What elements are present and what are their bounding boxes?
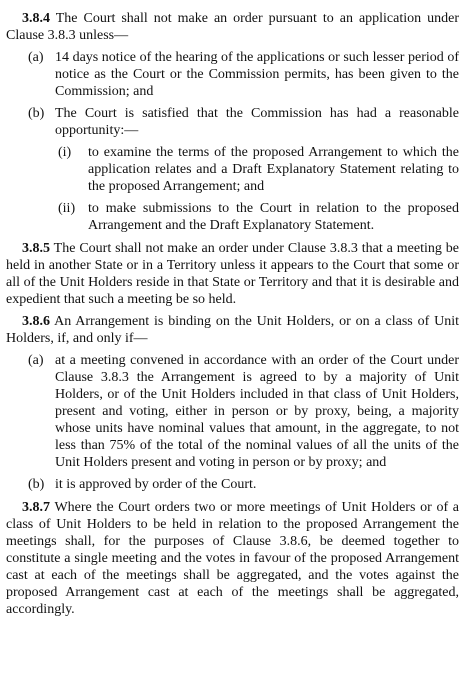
item-label: (b) bbox=[28, 106, 45, 121]
clause-text: An Arrangement is binding on the Unit Holders, or on a class of Unit Holders, if, and only if— bbox=[6, 314, 459, 346]
subitem-text: to make submissions to the Court in relation to the proposed Arrangement and the Draft Explanatory Statement. bbox=[88, 201, 459, 233]
clause-number: 3.8.4 bbox=[22, 11, 50, 26]
item-text: at a meeting convened in accordance with an order of the Court under Clause 3.8.3 the Arrangement is agreed to by a majority of Unit Holders, or of the Unit Holders included in that class of Unit Holders, present and voting, either in person or by proxy, being, a majority whose units have nominal values that amount, in the aggregate, to not less than 75% of the total of the nominal values of all the units of the Unit Holders present and voting in person or by proxy; and bbox=[55, 353, 459, 470]
sublist-item-ii bbox=[58, 200, 459, 234]
list-item-a bbox=[28, 49, 459, 100]
clause-3-8-4-sublist bbox=[6, 144, 459, 234]
list-item-a bbox=[28, 352, 459, 471]
clause-3-8-4-list bbox=[6, 49, 459, 234]
clause-number: 3.8.7 bbox=[22, 500, 50, 515]
clause-3-8-7 bbox=[6, 499, 459, 618]
clause-number: 3.8.5 bbox=[22, 241, 50, 256]
clause-text: The Court shall not make an order pursuant to an application under Clause 3.8.3 unless— bbox=[6, 11, 459, 43]
sublist-item-i bbox=[58, 144, 459, 195]
list-item-b bbox=[28, 476, 459, 493]
subitem-label: (ii) bbox=[58, 201, 76, 216]
clause-number: 3.8.6 bbox=[22, 314, 50, 329]
item-label: (a) bbox=[28, 50, 44, 65]
clause-3-8-5 bbox=[6, 240, 459, 308]
clause-3-8-6-list bbox=[6, 352, 459, 493]
clause-text: The Court shall not make an order under Clause 3.8.3 that a meeting be held in another State or in a Territory unless it appears to the Court that some or all of the Unit Holders reside in that State or Territory and that it is desirable and expedient that such a meeting be so held. bbox=[6, 241, 459, 307]
clause-3-8-4 bbox=[6, 10, 459, 44]
subitem-label: (i) bbox=[58, 145, 72, 160]
item-text: it is approved by order of the Court. bbox=[55, 477, 257, 492]
clause-text: Where the Court orders two or more meetings of Unit Holders or of a class of Unit Holders to be held in relation to the proposed Arrangement the meetings shall, for the purposes of Clause 3.8.6, be deemed together to constitute a single meeting and the votes in favour of the proposed Arrangement cast at each of the meetings shall be aggregated, and the votes against the proposed Arrangement cast at each of the meetings shall be aggregated, accordingly. bbox=[6, 500, 460, 617]
clause-3-8-6 bbox=[6, 313, 459, 347]
list-item-b bbox=[28, 105, 459, 139]
item-label: (b) bbox=[28, 477, 45, 492]
item-label: (a) bbox=[28, 353, 44, 368]
subitem-text: to examine the terms of the proposed Arrangement to which the application relates and a Draft Explanatory Statement relating to the proposed Arrangement; and bbox=[88, 145, 459, 194]
item-text: 14 days notice of the hearing of the applications or such lesser period of notice as the Court or the Commission permits, has been given to the Commission; and bbox=[55, 50, 459, 99]
item-text: The Court is satisfied that the Commission has had a reasonable opportunity:— bbox=[55, 106, 459, 138]
